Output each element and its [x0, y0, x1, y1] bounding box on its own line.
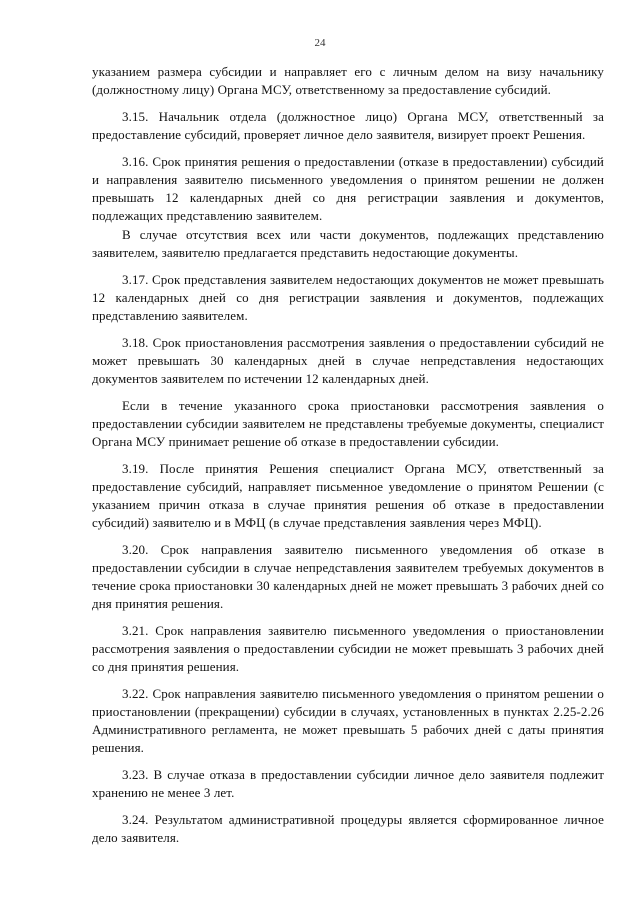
- paragraph-3-16-note: В случае отсутствия всех или части документов, подлежащих представлению заявителем, заявителю предлагается представить недостающие документы.: [92, 227, 604, 260]
- paragraph-3-16: 3.16. Срок принятия решения о предоставлении (отказе в предоставлении) субсидий и направления заявителю письменного уведомления о принятом решении не должен превышать 12 календарных дней со дня регистрации заявления и документов, подлежащих представлению заявителем.: [92, 154, 604, 223]
- paragraph-3-18-note: Если в течение указанного срока приостановки рассмотрения заявления о предоставлении субсидии заявителем не представлены требуемые документы, специалист Органа МСУ принимает решение об отказе в предоставлении субсидии.: [92, 398, 604, 449]
- paragraph-continuation: указанием размера субсидии и направляет его с личным делом на визу начальнику (должностному лицу) Органа МСУ, ответственному за предоставление субсидий.: [92, 64, 604, 97]
- paragraph-3-18: 3.18. Срок приостановления рассмотрения заявления о предоставлении субсидий не может превышать 30 календарных дней в случае непредставления недостающих документов заявителем по истечении 12 календарных дней.: [92, 335, 604, 386]
- document-body: [92, 63, 604, 856]
- page-number: 24: [314, 37, 326, 49]
- paragraph-3-21: 3.21. Срок направления заявителю письменного уведомления о приостановлении рассмотрения заявления о предоставлении субсидии не может превышать 3 рабочих дней со дня принятия решения.: [92, 623, 604, 674]
- paragraph-3-20: 3.20. Срок направления заявителю письменного уведомления об отказе в предоставлении субсидии в случае непредставления заявителем требуемых документов в течение срока приостановки 30 календарных дней не может превышать 3 рабочих дней со дня принятия решения.: [92, 542, 604, 611]
- paragraph-3-15: 3.15. Начальник отдела (должностное лицо) Органа МСУ, ответственный за предоставление субсидий, проверяет личное дело заявителя, визирует проект Решения.: [92, 109, 604, 142]
- paragraph-3-17: 3.17. Срок представления заявителем недостающих документов не может превышать 12 календарных дней со дня регистрации заявления и документов, подлежащих представлению заявителем.: [92, 272, 604, 323]
- paragraph-3-22: 3.22. Срок направления заявителю письменного уведомления о принятом решении о приостановлении (прекращении) субсидии в случаях, установленных в пунктах 2.25-2.26 Административного регламента, не может превышать 5 рабочих дней с даты принятия решения.: [92, 686, 604, 755]
- paragraph-3-23: 3.23. В случае отказа в предоставлении субсидии личное дело заявителя подлежит хранению не менее 3 лет.: [92, 767, 604, 800]
- paragraph-3-19: 3.19. После принятия Решения специалист Органа МСУ, ответственный за предоставление субсидий, направляет письменное уведомление о принятом Решении (с указанием причин отказа в случае принятия решения об отказе в предоставлении субсидий) заявителю и в МФЦ (в случае представления заявления через МФЦ).: [92, 461, 604, 530]
- paragraph-3-24: 3.24. Результатом административной процедуры является сформированное личное дело заявителя.: [92, 812, 604, 845]
